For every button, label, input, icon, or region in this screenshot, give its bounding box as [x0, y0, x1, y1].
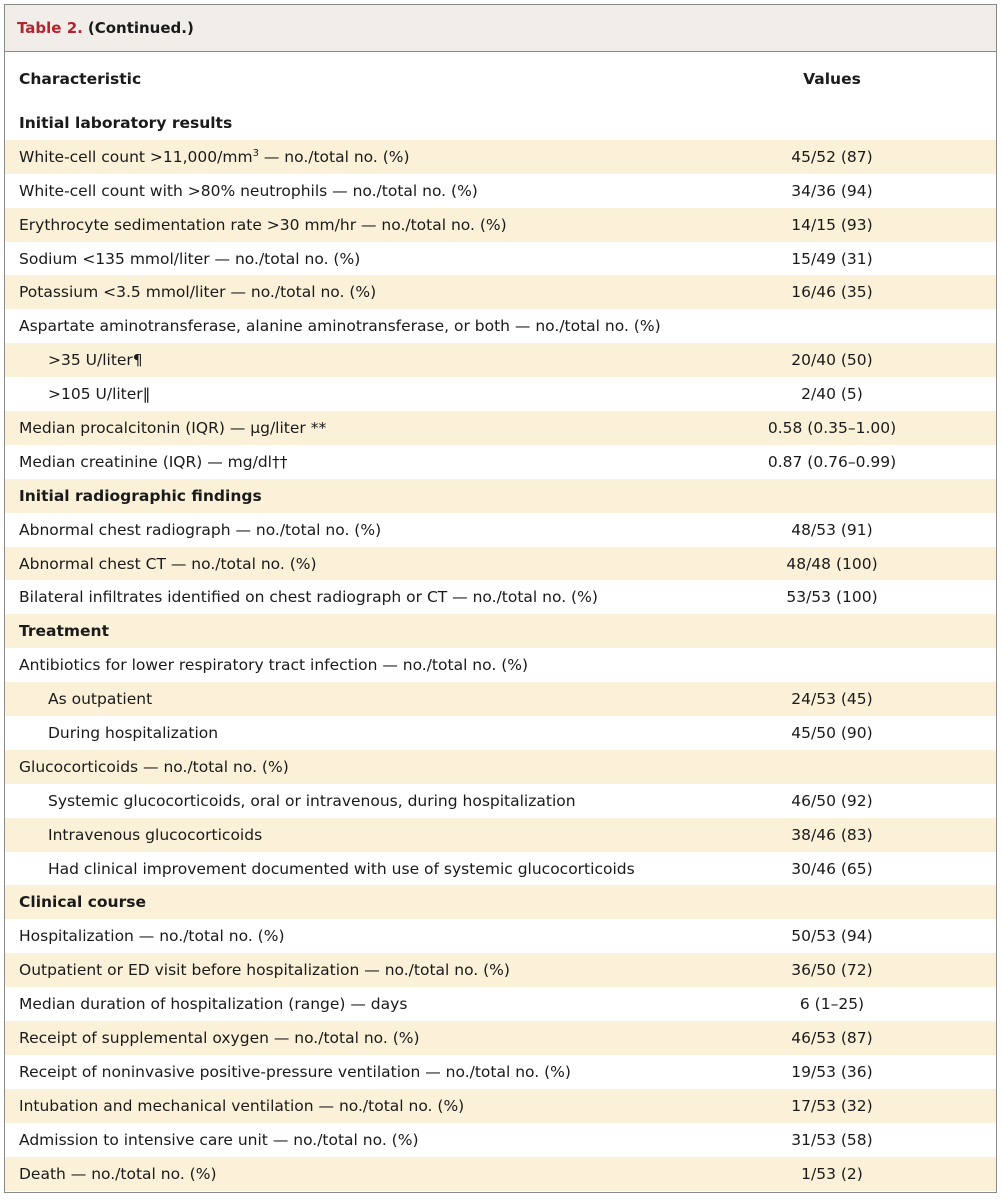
row-value: 6 (1–25) — [799, 995, 865, 1014]
row-value: 48/53 (91) — [791, 520, 873, 539]
table-row — [5, 140, 996, 174]
section-header-row — [5, 106, 996, 140]
row-value: 50/53 (94) — [791, 927, 873, 946]
table-row — [5, 750, 996, 784]
row-label: Potassium <3.5 mmol/liter — no./total no. (%) — [19, 283, 377, 302]
row-label: Bilateral infiltrates identified on chest radiograph or CT — no./total no. (%) — [19, 588, 598, 607]
section-header-row — [5, 614, 996, 648]
table-row — [5, 1089, 996, 1123]
row-value: 19/53 (36) — [791, 1062, 873, 1081]
table-row — [5, 208, 996, 242]
row-label: Death — no./total no. (%) — [19, 1164, 217, 1183]
row-label: Aspartate aminotransferase, alanine aminotransferase, or both — no./total no. (%) — [19, 317, 661, 336]
row-label: >105 U/liter‖ — [48, 385, 151, 404]
table-row — [5, 1123, 996, 1157]
table-row — [5, 275, 996, 309]
row-value: 53/53 (100) — [786, 588, 878, 607]
row-value: 2/40 (5) — [801, 385, 863, 404]
row-value: 1/53 (2) — [801, 1164, 863, 1183]
row-value: 20/40 (50) — [791, 351, 873, 370]
row-value: 48/48 (100) — [786, 554, 878, 573]
table-row — [5, 174, 996, 208]
row-label: During hospitalization — [48, 723, 219, 742]
row-label: Systemic glucocorticoids, oral or intravenous, during hospitalization — [48, 791, 576, 810]
section-title: Clinical course — [19, 893, 146, 912]
table-row — [5, 784, 996, 818]
row-value: 24/53 (45) — [791, 690, 873, 709]
row-value: 46/50 (92) — [791, 791, 873, 810]
row-label: Admission to intensive care unit — no./total no. (%) — [19, 1130, 419, 1149]
table-row — [5, 547, 996, 581]
table-row — [5, 818, 996, 852]
table-row — [5, 852, 996, 886]
table-row — [5, 1157, 996, 1191]
row-value: 30/46 (65) — [791, 859, 873, 878]
table-row — [5, 580, 996, 614]
row-label: Glucocorticoids — no./total no. (%) — [19, 757, 289, 776]
table-row — [5, 716, 996, 750]
row-label: White-cell count with >80% neutrophils — no./total no. (%) — [19, 181, 478, 200]
row-value: 45/50 (90) — [791, 723, 873, 742]
row-value: 46/53 (87) — [791, 1028, 873, 1047]
row-label: Outpatient or ED visit before hospitalization — no./total no. (%) — [19, 961, 510, 980]
row-label: Hospitalization — no./total no. (%) — [19, 927, 285, 946]
table-continued-label: (Continued.) — [87, 19, 194, 37]
row-label: Abnormal chest CT — no./total no. (%) — [19, 554, 317, 573]
row-label: Median procalcitonin (IQR) — μg/liter ** — [19, 418, 327, 437]
row-value: 0.58 (0.35–1.00) — [767, 418, 897, 437]
row-label: Sodium <135 mmol/liter — no./total no. (%) — [19, 249, 361, 268]
row-label: Intravenous glucocorticoids — [48, 825, 263, 844]
row-value: 31/53 (58) — [791, 1130, 873, 1149]
row-label: Median duration of hospitalization (range) — days — [19, 995, 408, 1014]
table-row — [5, 513, 996, 547]
row-label: Receipt of supplemental oxygen — no./total no. (%) — [19, 1028, 420, 1047]
section-header-row — [5, 479, 996, 513]
row-label: White-cell count $>11,000/mm^3$ — no./total no. (%) — [19, 147, 410, 166]
section-title: Initial laboratory results — [19, 113, 233, 132]
superscript: 3 — [252, 147, 259, 159]
row-value: 38/46 (83) — [791, 825, 873, 844]
table-row — [5, 1055, 996, 1089]
row-label: >35 U/liter¶ — [48, 351, 143, 370]
table-row — [5, 445, 996, 479]
row-label: Abnormal chest radiograph — no./total no. (%) — [19, 520, 382, 539]
row-label: Median creatinine (IQR) — mg/dl†† — [19, 452, 288, 471]
table-row — [5, 648, 996, 682]
table-row — [5, 343, 996, 377]
row-value: 36/50 (72) — [791, 961, 873, 980]
table-row — [5, 377, 996, 411]
row-label: Antibiotics for lower respiratory tract infection — no./total no. (%) — [19, 656, 529, 675]
section-header-row — [5, 885, 996, 919]
row-value: 45/52 (87) — [791, 147, 873, 166]
table-row — [5, 682, 996, 716]
table-row — [5, 242, 996, 276]
table-row — [5, 411, 996, 445]
table-body — [5, 106, 996, 1191]
row-label: Intubation and mechanical ventilation — no./total no. (%) — [19, 1096, 465, 1115]
row-value: 0.87 (0.76–0.99) — [767, 452, 897, 471]
table-row — [5, 309, 996, 343]
table-row — [5, 1021, 996, 1055]
row-value: 14/15 (93) — [791, 215, 873, 234]
table-number: Table 2. — [17, 19, 83, 37]
row-label: Receipt of noninvasive positive-pressure ventilation — no./total no. (%) — [19, 1062, 571, 1081]
row-value: 16/46 (35) — [791, 283, 873, 302]
table-row — [5, 987, 996, 1021]
table-row — [5, 919, 996, 953]
header-characteristic: Characteristic — [19, 70, 142, 88]
row-value: 15/49 (31) — [791, 249, 873, 268]
row-label: As outpatient — [48, 690, 153, 709]
row-value: 34/36 (94) — [791, 181, 873, 200]
header-values: Values — [803, 70, 861, 88]
table-caption — [5, 5, 996, 52]
row-value: 17/53 (32) — [791, 1096, 873, 1115]
section-title: Treatment — [19, 622, 110, 641]
table-header-row — [5, 52, 996, 106]
table-row — [5, 953, 996, 987]
row-label: Had clinical improvement documented with use of systemic glucocorticoids — [48, 859, 635, 878]
row-label: Erythrocyte sedimentation rate >30 mm/hr — no./total no. (%) — [19, 215, 507, 234]
table-frame — [4, 4, 997, 1193]
section-title: Initial radiographic findings — [19, 486, 262, 505]
